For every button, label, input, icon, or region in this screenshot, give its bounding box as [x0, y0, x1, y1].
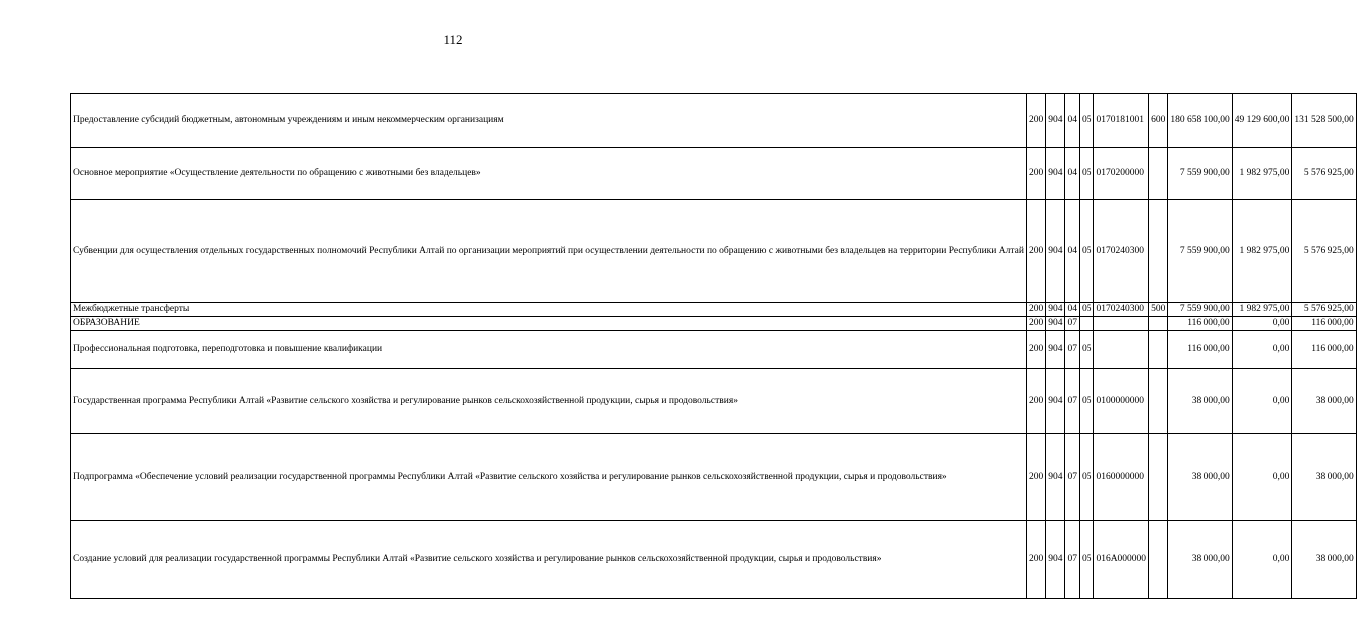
section-code-cell: 07	[1065, 521, 1080, 599]
subsection-code-cell: 05	[1079, 200, 1094, 303]
section-code-cell: 07	[1065, 317, 1080, 331]
ved-code-cell: 200	[1026, 521, 1045, 599]
amount-column-2-cell: 0,00	[1232, 369, 1292, 434]
table-row	[71, 94, 1357, 148]
admin-code-cell: 904	[1046, 521, 1065, 599]
amount-column-3-cell: 38 000,00	[1292, 369, 1356, 434]
ved-code-cell: 200	[1026, 200, 1045, 303]
admin-code-cell: 904	[1046, 303, 1065, 317]
admin-code-cell: 904	[1046, 94, 1065, 148]
target-article-cell	[1094, 331, 1149, 369]
total-amount-cell: 7 559 900,00	[1168, 303, 1232, 317]
expense-type-cell: 600	[1149, 94, 1168, 148]
table-row	[71, 148, 1357, 200]
row-name-cell: Создание условий для реализации государственной программы Республики Алтай «Развитие сельского хозяйства и регулирование рынков сельскохозяйственной продукции, сырья и продовольствия»	[71, 521, 1027, 599]
expense-type-cell	[1149, 521, 1168, 599]
admin-code-cell: 904	[1046, 148, 1065, 200]
amount-column-2-cell: 0,00	[1232, 434, 1292, 521]
admin-code-cell: 904	[1046, 200, 1065, 303]
amount-column-2-cell: 49 129 600,00	[1232, 94, 1292, 148]
amount-column-2-cell: 1 982 975,00	[1232, 200, 1292, 303]
row-name-cell: Профессиональная подготовка, переподготовка и повышение квалификации	[71, 331, 1027, 369]
row-name-cell: Основное мероприятие «Осуществление деятельности по обращению с животными без владельцев»	[71, 148, 1027, 200]
row-name-cell: ОБРАЗОВАНИЕ	[71, 317, 1027, 331]
total-amount-cell: 38 000,00	[1168, 369, 1232, 434]
ved-code-cell: 200	[1026, 303, 1045, 317]
section-code-cell: 04	[1065, 303, 1080, 317]
total-amount-cell: 7 559 900,00	[1168, 148, 1232, 200]
amount-column-3-cell: 5 576 925,00	[1292, 148, 1356, 200]
amount-column-3-cell: 38 000,00	[1292, 521, 1356, 599]
total-amount-cell: 38 000,00	[1168, 434, 1232, 521]
ved-code-cell: 200	[1026, 331, 1045, 369]
table-row	[71, 331, 1357, 369]
target-article-cell: 0170240300	[1094, 200, 1149, 303]
amount-column-3-cell: 116 000,00	[1292, 317, 1356, 331]
row-name-cell: Предоставление субсидий бюджетным, автономным учреждениям и иным некоммерческим организациям	[71, 94, 1027, 148]
section-code-cell: 04	[1065, 200, 1080, 303]
ved-code-cell: 200	[1026, 148, 1045, 200]
ved-code-cell: 200	[1026, 94, 1045, 148]
admin-code-cell: 904	[1046, 369, 1065, 434]
ved-code-cell: 200	[1026, 317, 1045, 331]
row-name-cell: Государственная программа Республики Алтай «Развитие сельского хозяйства и регулирование рынков сельскохозяйственной продукции, сырья и продовольствия»	[71, 369, 1027, 434]
expense-type-cell	[1149, 148, 1168, 200]
expense-type-cell	[1149, 434, 1168, 521]
table-row	[71, 434, 1357, 521]
total-amount-cell: 116 000,00	[1168, 317, 1232, 331]
target-article-cell: 0100000000	[1094, 369, 1149, 434]
total-amount-cell: 180 658 100,00	[1168, 94, 1232, 148]
expense-type-cell	[1149, 200, 1168, 303]
target-article-cell	[1094, 317, 1149, 331]
section-code-cell: 04	[1065, 94, 1080, 148]
table-row	[71, 369, 1357, 434]
subsection-code-cell: 05	[1079, 331, 1094, 369]
amount-column-2-cell: 1 982 975,00	[1232, 148, 1292, 200]
table-body	[71, 94, 1357, 599]
amount-column-3-cell: 5 576 925,00	[1292, 200, 1356, 303]
budget-table	[70, 93, 1357, 599]
section-code-cell: 07	[1065, 369, 1080, 434]
amount-column-2-cell: 0,00	[1232, 317, 1292, 331]
subsection-code-cell: 05	[1079, 434, 1094, 521]
subsection-code-cell: 05	[1079, 94, 1094, 148]
amount-column-2-cell: 0,00	[1232, 521, 1292, 599]
target-article-cell: 016А000000	[1094, 521, 1149, 599]
ved-code-cell: 200	[1026, 369, 1045, 434]
page-number: 112	[443, 32, 463, 47]
table-row	[71, 303, 1357, 317]
section-code-cell: 04	[1065, 148, 1080, 200]
row-name-cell: Подпрограмма «Обеспечение условий реализации государственной программы Республики Алтай «Развитие сельского хозяйства и регулирование рынков сельскохозяйственной продукции, сырья и продовольствия»	[71, 434, 1027, 521]
subsection-code-cell	[1079, 317, 1094, 331]
subsection-code-cell: 05	[1079, 521, 1094, 599]
expense-type-cell: 500	[1149, 303, 1168, 317]
expense-type-cell	[1149, 317, 1168, 331]
table-row	[71, 521, 1357, 599]
section-code-cell: 07	[1065, 434, 1080, 521]
section-code-cell: 07	[1065, 331, 1080, 369]
total-amount-cell: 7 559 900,00	[1168, 200, 1232, 303]
admin-code-cell: 904	[1046, 317, 1065, 331]
subsection-code-cell: 05	[1079, 369, 1094, 434]
expense-type-cell	[1149, 369, 1168, 434]
table-row	[71, 317, 1357, 331]
target-article-cell: 0170181001	[1094, 94, 1149, 148]
subsection-code-cell: 05	[1079, 303, 1094, 317]
total-amount-cell: 116 000,00	[1168, 331, 1232, 369]
row-name-cell: Межбюджетные трансферты	[71, 303, 1027, 317]
ved-code-cell: 200	[1026, 434, 1045, 521]
admin-code-cell: 904	[1046, 331, 1065, 369]
target-article-cell: 0160000000	[1094, 434, 1149, 521]
amount-column-3-cell: 38 000,00	[1292, 434, 1356, 521]
row-name-cell: Субвенции для осуществления отдельных государственных полномочий Республики Алтай по организации мероприятий при осуществлении деятельности по обращению с животными без владельцев на территории Республики Алтай	[71, 200, 1027, 303]
total-amount-cell: 38 000,00	[1168, 521, 1232, 599]
target-article-cell: 0170240300	[1094, 303, 1149, 317]
amount-column-3-cell: 5 576 925,00	[1292, 303, 1356, 317]
amount-column-3-cell: 131 528 500,00	[1292, 94, 1356, 148]
table-row	[71, 200, 1357, 303]
amount-column-3-cell: 116 000,00	[1292, 331, 1356, 369]
expense-type-cell	[1149, 331, 1168, 369]
amount-column-2-cell: 1 982 975,00	[1232, 303, 1292, 317]
target-article-cell: 0170200000	[1094, 148, 1149, 200]
amount-column-2-cell: 0,00	[1232, 331, 1292, 369]
subsection-code-cell: 05	[1079, 148, 1094, 200]
admin-code-cell: 904	[1046, 434, 1065, 521]
